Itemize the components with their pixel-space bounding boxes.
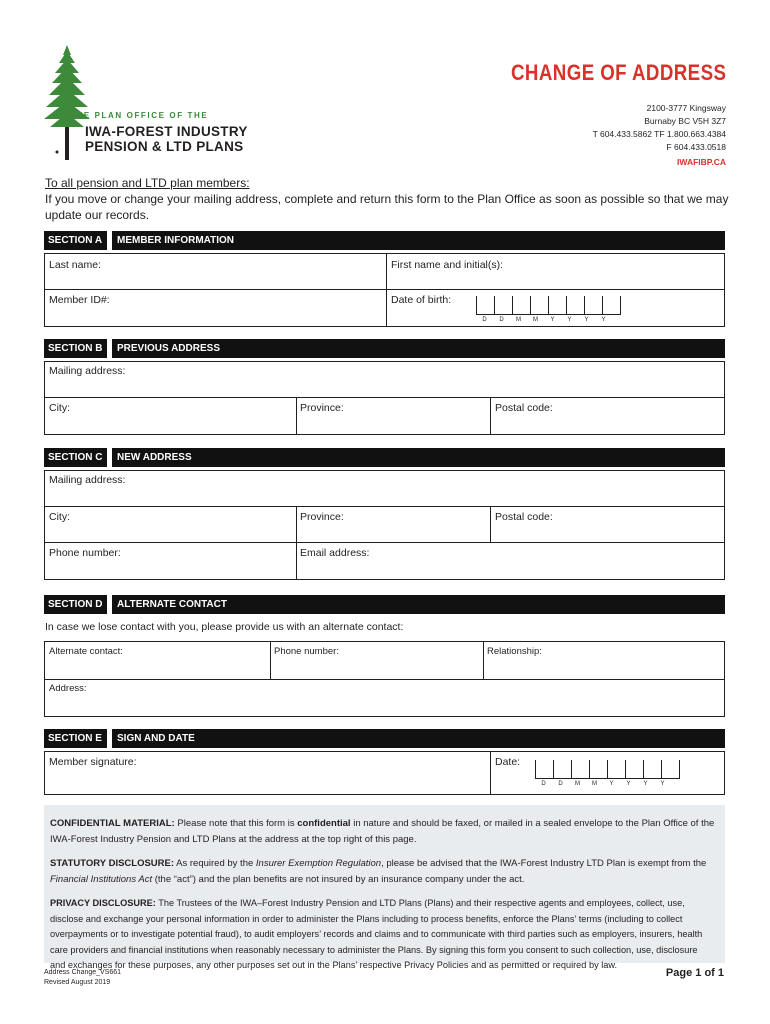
section-name: MEMBER INFORMATION (117, 235, 235, 246)
date-format-hint: D D M M Y Y Y Y (482, 317, 606, 323)
member-id-field[interactable]: Member ID#: (49, 294, 110, 306)
alternate-phone-field[interactable]: Phone number: (274, 646, 339, 657)
address-fax: F 604.433.0518 (666, 142, 726, 152)
divider (107, 339, 112, 358)
date-label: Date: (495, 756, 521, 768)
last-name-field[interactable]: Last name: (49, 259, 101, 271)
section-a-form (44, 253, 725, 327)
section-a-header (44, 231, 725, 250)
divider (107, 595, 112, 614)
divider (490, 507, 491, 542)
previous-postal-code-field[interactable]: Postal code: (495, 402, 553, 414)
section-name: NEW ADDRESS (117, 452, 192, 463)
section-tag: SECTION C (48, 452, 103, 463)
section-name: ALTERNATE CONTACT (117, 599, 227, 610)
alternate-contact-note: In case we lose contact with you, please provide us with an alternate contact: (45, 621, 404, 633)
section-c-form (44, 470, 725, 580)
previous-city-field[interactable]: City: (49, 402, 70, 414)
disclosures-panel (44, 805, 725, 970)
office-address (593, 102, 726, 154)
org-line-2: PENSION & LTD PLANS (85, 139, 244, 154)
intro (45, 175, 735, 223)
divider (107, 231, 112, 250)
divider (386, 254, 387, 326)
previous-mailing-address-field[interactable]: Mailing address: (49, 365, 126, 377)
form-title: CHANGE OF ADDRESS (510, 60, 726, 85)
intro-text: If you move or change your mailing address, complete and return this form to the Plan Office as soon as possible so that we may update our records. (45, 192, 729, 222)
intro-heading: To all pension and LTD plan members: (45, 176, 250, 190)
divider (45, 542, 724, 543)
section-tag: SECTION D (48, 599, 103, 610)
privacy-disclosure: PRIVACY DISCLOSURE: The Trustees of the IWA–Forest Industry Pension and LTD Plans (Plans) and their respective agents and employees, collect, use, disclose and exchange your personal information in order to administer the Plans including to process benefits, enforce the Plans’ terms (including to collect overpayments or to investigate potential fraud), to audit employers’ records and claims and to communicate with third parties such as employers, insurers, health care providers and financial institutions when reasonably necessary to administer the Plans. By signing this form you consent to such collection, use, disclosure and exchanges for these purposes, any other purposes set out in the Plans’ respective Privacy Policies and as permitted or required by law. (50, 898, 703, 970)
section-c-header (44, 448, 725, 467)
date-of-birth-label: Date of birth: (391, 294, 452, 306)
organization-name (85, 124, 248, 154)
section-tag: SECTION B (48, 343, 103, 354)
new-city-field[interactable]: City: (49, 511, 70, 523)
divider (296, 507, 297, 579)
address-street: 2100-3777 Kingsway (646, 103, 726, 113)
divider (490, 752, 491, 794)
date-format-hint: D D M M Y Y Y Y (541, 781, 665, 787)
section-b-form (44, 361, 725, 435)
relationship-field[interactable]: Relationship: (487, 646, 542, 657)
member-signature-field[interactable]: Member signature: (49, 756, 137, 768)
divider (483, 642, 484, 679)
org-line-1: IWA-FOREST INDUSTRY (85, 124, 248, 139)
date-field[interactable] (535, 760, 680, 779)
alternate-address-field[interactable]: Address: (49, 683, 87, 694)
divider (45, 679, 724, 680)
section-name: PREVIOUS ADDRESS (117, 343, 220, 354)
phone-number-field[interactable]: Phone number: (49, 547, 121, 559)
new-mailing-address-field[interactable]: Mailing address: (49, 474, 126, 486)
divider (270, 642, 271, 679)
section-tag: SECTION E (48, 733, 102, 744)
address-phones: T 604.433.5862 TF 1.800.663.4384 (592, 129, 726, 139)
section-e-header (44, 729, 725, 748)
plan-office-label: THE PLAN OFFICE OF THE (70, 111, 209, 120)
section-d-form (44, 641, 725, 717)
email-address-field[interactable]: Email address: (300, 547, 370, 559)
form-number: Address Change_VS661 (44, 969, 122, 976)
statutory-disclosure: STATUTORY DISCLOSURE: As required by the Insurer Exemption Regulation, please be advised that the IWA-Forest Industry LTD Plan is exempt from the Financial Institutions Act (the “act”) and the plan benefits are not insured by an insurance company under the act. (50, 858, 707, 885)
section-name: SIGN AND DATE (117, 733, 195, 744)
first-name-field[interactable]: First name and initial(s): (391, 259, 504, 271)
section-d-header (44, 595, 725, 614)
address-city: Burnaby BC V5H 3Z7 (644, 116, 726, 126)
section-e-form (44, 751, 725, 795)
confidential-notice: CONFIDENTIAL MATERIAL: Please note that this form is confidential in nature and should be faxed, or mailed in a sealed envelope to the Plan Office of the IWA-Forest Industry Pension and LTD Plans at the address at the top right of this page. (50, 818, 715, 845)
alternate-contact-field[interactable]: Alternate contact: (49, 646, 123, 657)
previous-province-field[interactable]: Province: (300, 402, 344, 414)
divider (490, 398, 491, 434)
divider (45, 289, 724, 290)
divider (296, 398, 297, 434)
page-number: Page 1 of 1 (665, 967, 724, 979)
new-postal-code-field[interactable]: Postal code: (495, 511, 553, 523)
date-of-birth-field[interactable] (476, 296, 621, 315)
website: IWAFIBP.CA (677, 157, 726, 167)
divider (45, 397, 724, 398)
revision-date: Revised August 2019 (44, 979, 111, 986)
section-tag: SECTION A (48, 235, 103, 246)
new-province-field[interactable]: Province: (300, 511, 344, 523)
divider (107, 729, 112, 748)
divider (107, 448, 112, 467)
section-b-header (44, 339, 725, 358)
form-reference (44, 968, 121, 988)
divider (45, 506, 724, 507)
